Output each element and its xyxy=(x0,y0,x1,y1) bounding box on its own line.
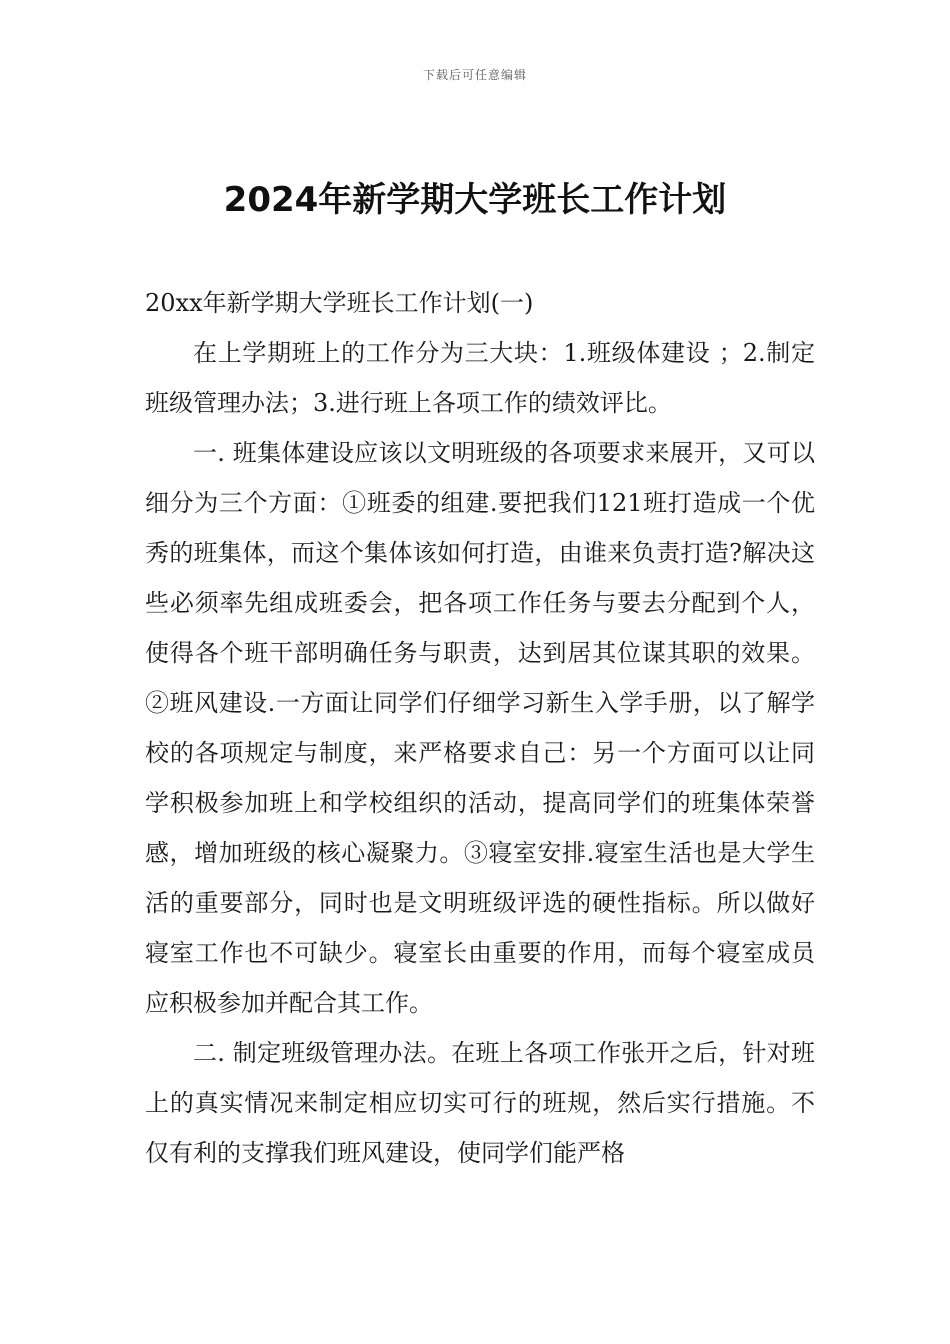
paragraph-3: 二. 制定班级管理办法。在班上各项工作张开之后，针对班上的真实情况来制定相应切实可行的班规，然后实行措施。不仅有利的支撑我们班风建设，使同学们能严格 xyxy=(145,1039,815,1167)
document-body xyxy=(145,278,815,1178)
header-note: 下载后可任意编辑 xyxy=(422,68,527,82)
paragraph-2: 一. 班集体建设应该以文明班级的各项要求来展开，又可以细分为三个方面：①班委的组建.要把我们121班打造成一个优秀的班集体，而这个集体该如何打造，由谁来负责打造?解决这些必须率先组成班委会，把各项工作任务与要去分配到个人，使得各个班干部明确任务与职责，达到居其位谋其职的效果。②班风建设.一方面让同学们仔细学习新生入学手册，以了解学校的各项规定与制度，来严格要求自己：另一个方面可以让同学积极参加班上和学校组织的活动，提高同学们的班集体荣誉感，增加班级的核心凝聚力。③寝室安排.寝室生活也是大学生活的重要部分，同时也是文明班级评选的硬性指标。所以做好寝室工作也不可缺少。寝室长由重要的作用，而每个寝室成员应积极参加并配合其工作。 xyxy=(145,439,815,1017)
paragraph-1: 在上学期班上的工作分为三大块：1.班级体建设 ；2.制定班级管理办法；3.进行班上各项工作的绩效评比。 xyxy=(145,339,815,417)
document-title: 2024年新学期大学班长工作计划 xyxy=(223,180,727,220)
section-heading: 20xx年新学期大学班长工作计划(一) xyxy=(145,289,534,317)
